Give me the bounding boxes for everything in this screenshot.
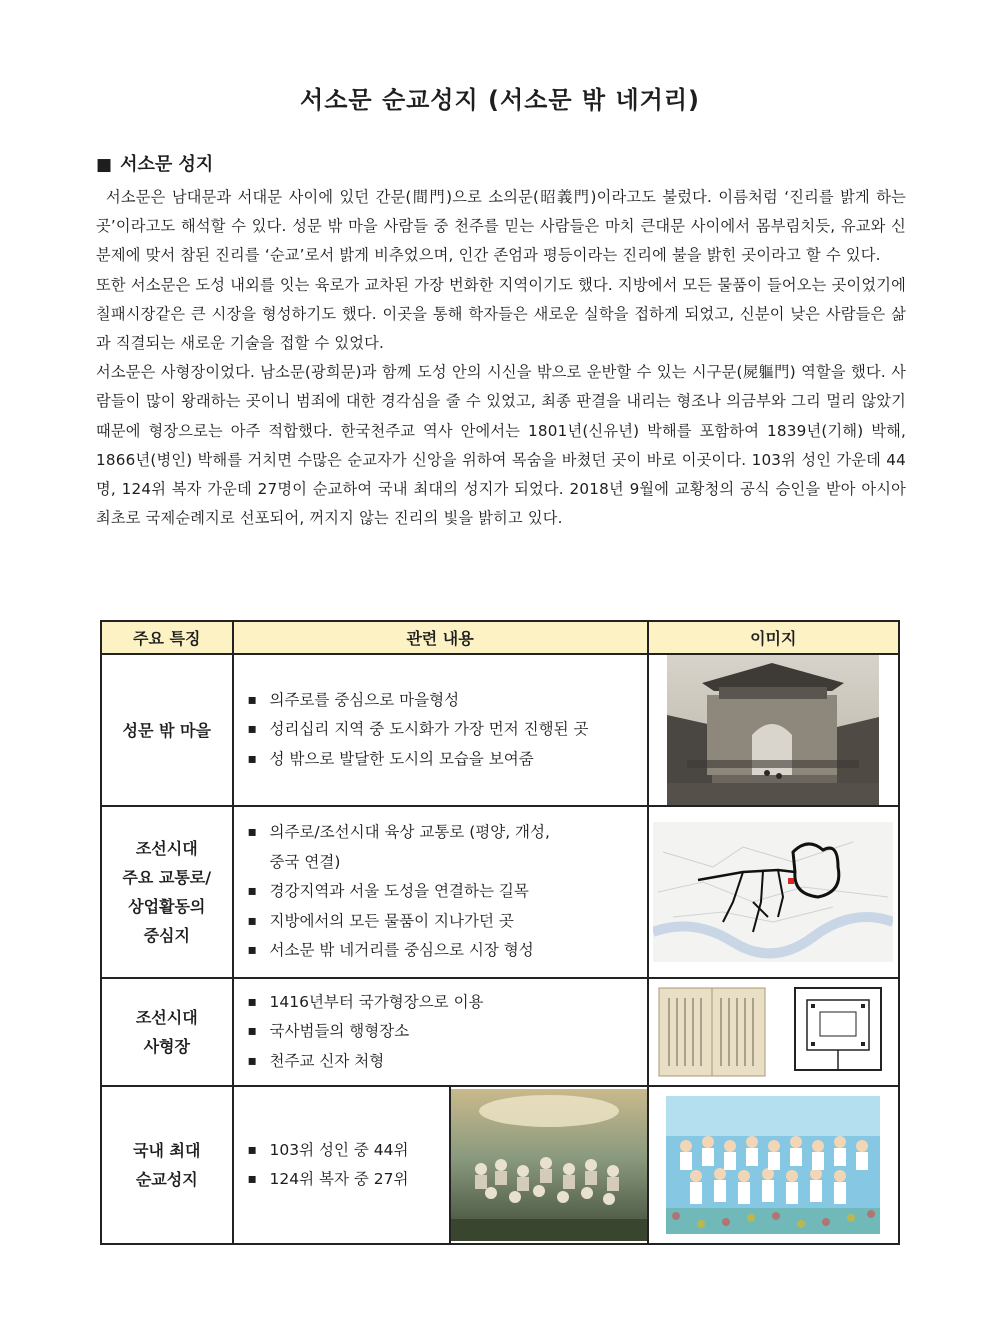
feature-cell — [101, 654, 233, 806]
section-heading-text: 서소문 성지 — [120, 154, 214, 175]
list-item: ▪ 1416년부터 국가형장으로 이용 — [246, 988, 647, 1018]
feature-cell — [101, 806, 233, 978]
feature-label: 중심지 — [143, 926, 190, 945]
list-item: ▪ 지방에서의 모든 물품이 지나가던 곳 — [246, 907, 647, 937]
list-item: ▪ 국사범들의 행형장소 — [246, 1017, 647, 1047]
paragraph: 서소문은 남대문과 서대문 사이에 있던 간문(間門)으로 소의문(昭義門)이라고도 불렀다. 이름처럼 ‘진리를 밝게 하는 곳’이라고도 해석할 수 있다. 성문 밖 마을 사람들 중 천주를 믿는 사람들은 마치 큰대문 사이에서 몸부림치듯, 유교와 신분제에 맞서 참된 진리를 ‘순교’로서 밝게 비추었으며, 인간 존엄과 평등이라는 진리에 불을 밝힌 곳이라고 할 수 있다. — [96, 188, 906, 265]
feature-cell — [101, 1086, 233, 1244]
feature-label: 사형장 — [143, 1037, 190, 1056]
list-item: ▪ 성 밖으로 발달한 도시의 모습을 보여줌 — [246, 745, 647, 775]
feature-label: 성문 밖 마을 — [122, 720, 211, 740]
table-row — [101, 978, 899, 1086]
body-text — [96, 183, 906, 533]
feature-label: 조선시대 — [135, 1008, 198, 1027]
list-item: ▪ 의주로/조선시대 육상 교통로 (평양, 개성, 중국 연결) — [246, 818, 647, 877]
old-gate-photo — [667, 655, 879, 805]
trade-route-map — [653, 822, 893, 962]
page-title: 서소문 순교성지 (서소문 밖 네거리) — [300, 86, 700, 114]
list-item: ▪ 성리십리 지역 중 도시화가 가장 먼저 진행된 곳 — [246, 715, 647, 745]
image-cell — [648, 978, 899, 1086]
list-item: ▪ 124위 복자 중 27위 — [246, 1165, 449, 1195]
content-cell — [233, 806, 648, 978]
section-heading — [96, 150, 213, 176]
info-table — [100, 620, 900, 1245]
content-cell — [233, 1086, 450, 1244]
image-cell — [648, 1086, 899, 1244]
paragraph: 또한 서소문은 도성 내외를 잇는 육로가 교차된 가장 번화한 지역이기도 했다. 지방에서 모든 물품이 들어오는 곳이었기에 칠패시장같은 큰 시장을 형성하기도 했다. 이곳을 통해 학자들은 새로운 실학을 접하게 되었고, 신분이 낮은 사람들은 삶과 직결되는 새로운 기술을 접할 수 있었다. — [96, 275, 906, 353]
header-feature: 주요 특징 — [101, 621, 233, 654]
martyrs-painting — [451, 1089, 647, 1241]
list-item: ▪ 103위 성인 중 44위 — [246, 1136, 449, 1166]
feature-cell — [101, 978, 233, 1086]
header-image: 이미지 — [648, 621, 899, 654]
image-cell — [648, 806, 899, 978]
feature-label: 주요 교통로/ — [122, 868, 212, 887]
feature-label: 국내 최대 — [133, 1141, 201, 1160]
paragraph: 서소문은 사형장이었다. 남소문(광희문)과 함께 도성 안의 시신을 밖으로 운반할 수 있는 시구문(屍軀門) 역할을 했다. 사람들이 많이 왕래하는 곳이니 범죄에 대한 경각심을 줄 수 있었고, 최종 판결을 내리는 형조나 의금부와 그리 멀리 않았기 때문에 형장으로는 아주 적합했다. 한국천주교 역사 안에서는 1801년(신유년) 박해를 포함하여 1839년(기해) 박해, 1866년(병인) 박해를 거치면 수많은 순교자가 신앙을 위하여 목숨을 바쳤던 곳이 바로 이곳이다. 103위 성인 가운데 44명, 124위 복자 가운데 27명이 순교하여 국내 최대의 성지가 되었다. 2018년 9월에 교황청의 공식 승인을 받아 아시아 최초로 국제순례지로 선포되어, 꺼지지 않는 진리의 빛을 밝히고 있다. — [96, 363, 906, 528]
image-cell — [648, 654, 899, 806]
martyrs-painting-colorful — [666, 1096, 880, 1234]
list-item: ▪ 서소문 밖 네거리를 중심으로 시장 형성 — [246, 936, 647, 966]
header-content: 관련 내용 — [233, 621, 648, 654]
list-item: ▪ 경강지역과 서울 도성을 연결하는 길목 — [246, 877, 647, 907]
table-row — [101, 654, 899, 806]
feature-label: 순교성지 — [135, 1170, 198, 1189]
table-header-row — [101, 621, 899, 654]
image-cell — [450, 1086, 648, 1244]
list-item: ▪ 천주교 신자 처형 — [246, 1047, 647, 1077]
square-bullet-icon: ■ — [96, 155, 113, 175]
content-cell — [233, 978, 648, 1086]
feature-label: 조선시대 — [135, 839, 198, 858]
list-item: ▪ 의주로를 중심으로 마을형성 — [246, 686, 647, 716]
table-row — [101, 1086, 899, 1244]
feature-label: 상업활동의 — [128, 897, 206, 916]
old-book-and-floor-plan — [655, 982, 891, 1082]
table-row — [101, 806, 899, 978]
content-cell — [233, 654, 648, 806]
